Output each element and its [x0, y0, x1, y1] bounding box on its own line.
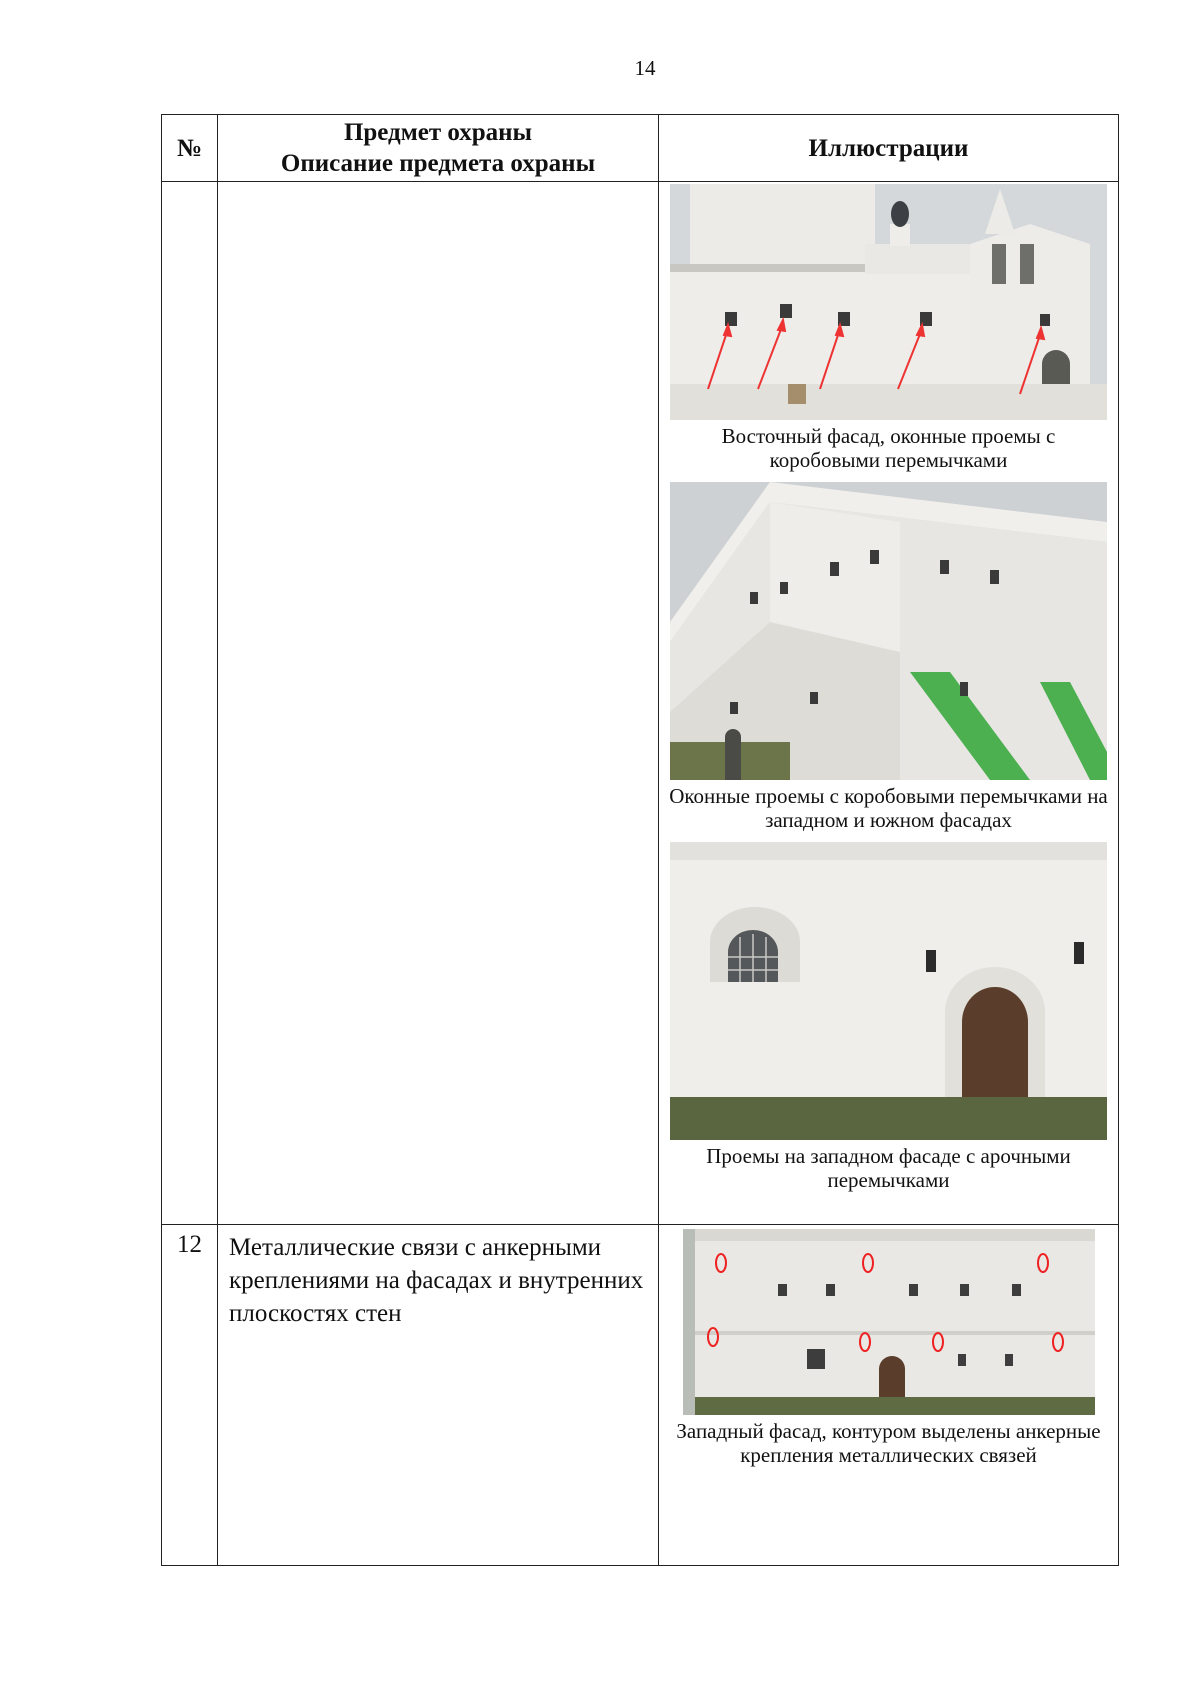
- illustration-caption: Восточный фасад, оконные проемы с коробовыми перемычками: [721, 424, 1056, 472]
- illustration-caption: Проемы на западном фасаде с арочными перемычками: [706, 1144, 1071, 1192]
- header-subject-line1: Предмет охраны: [343, 119, 533, 146]
- page-number: 14: [634, 56, 656, 80]
- row-description: Металлические связи с анкерными креплениями на фасадах и внутренних плоскостях стен: [218, 1225, 659, 1566]
- arched-door-photo: [670, 842, 1107, 1140]
- table-row: [162, 1225, 1119, 1566]
- row-illustrations: [659, 1225, 1119, 1566]
- header-subject-line2: Описание предмета охраны: [280, 150, 596, 177]
- heritage-table: [161, 114, 1119, 1566]
- west-facade-anchors-photo: [683, 1229, 1095, 1415]
- church-east-facade-photo: [670, 184, 1107, 420]
- header-illustrations: Иллюстрации: [659, 115, 1119, 182]
- row-number: 12: [162, 1225, 218, 1566]
- row-number: [162, 182, 218, 1225]
- row-illustrations: [659, 182, 1119, 1225]
- table-row: [162, 182, 1119, 1225]
- table-header-row: [162, 115, 1119, 182]
- header-number: №: [162, 115, 218, 182]
- row-description: [218, 182, 659, 1225]
- illustration-caption: Оконные проемы с коробовыми перемычками на западном и южном фасадах: [669, 784, 1108, 832]
- illustration-caption: Западный фасад, контуром выделены анкерные крепления металлических связей: [676, 1419, 1101, 1467]
- building-corner-photo: [670, 482, 1107, 780]
- header-subject: [218, 115, 659, 182]
